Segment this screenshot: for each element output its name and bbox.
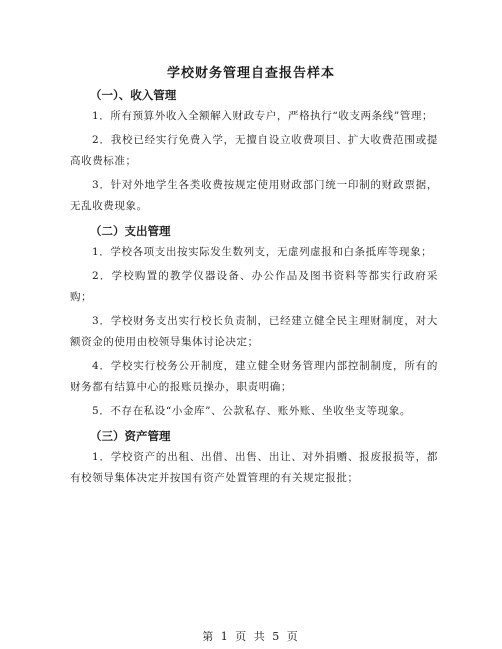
paragraph: 2．学校购置的教学仪器设备、办公作品及图书资料等都实行政府采购； [70, 270, 438, 303]
section-assets [70, 425, 438, 489]
paragraph: 3．学校财务支出实行校长负责制，已经建立健全民主理财制度，对大额资金的使用由校领导集体讨论决定； [70, 315, 438, 348]
document-body [70, 84, 438, 492]
section-expenditure [70, 220, 438, 422]
section-income [70, 84, 438, 217]
paragraph: 1．学校资产的出租、出借、出售、出让、对外捐赠、报废报损等，都有校领导集体决定并按国有资产处置管理的有关规定报批； [70, 451, 438, 484]
section-heading: （一）、收入管理 [90, 88, 177, 102]
page-number: 第 1 页 共 5 页 [202, 630, 300, 643]
paragraph: 2．我校已经实行免费入学，无擅自设立收费项目、扩大收费范围或提高收费标准； [70, 134, 438, 167]
paragraph: 1．所有预算外收入全额解入财政专户，严格执行“收支两条线”管理； [92, 110, 434, 122]
paragraph: 1．学校各项支出按实际发生数列支，无虚列虚报和白条抵库等现象； [92, 246, 433, 258]
paragraph: 3．针对外地学生各类收费按规定使用财政部门统一印制的财政票据，无乱收费现象。 [70, 179, 438, 212]
document-title: 学校财务管理自查报告样本 [166, 66, 335, 81]
paragraph: 4．学校实行校务公开制度，建立健全财务管理内部控制制度，所有的财务都有结算中心的报账员操办，职责明确； [70, 360, 438, 393]
section-heading: （三）资产管理 [90, 429, 171, 443]
section-heading: （二）支出管理 [90, 224, 171, 238]
paragraph: 5．不存在私设“小金库”、公款私存、账外账、坐收坐支等现象。 [92, 405, 411, 417]
